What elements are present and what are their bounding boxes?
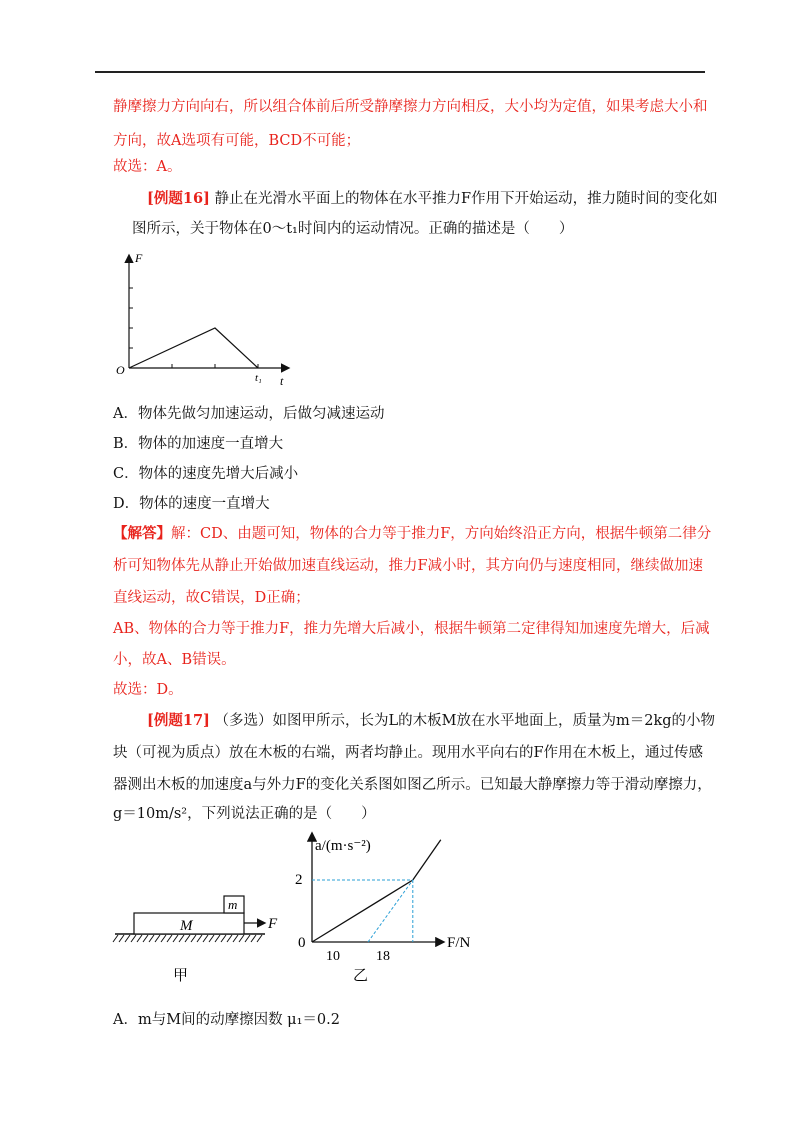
ex17-stem-line4: g＝10m/s²，下列说法正确的是（ ） — [113, 806, 376, 822]
hatch-mark — [155, 935, 160, 942]
hatch-mark — [245, 935, 250, 942]
ex16-origin: O — [116, 363, 125, 377]
hatch-mark — [143, 935, 148, 942]
hatch-mark — [173, 935, 178, 942]
ex17-y-label: a/(m·s⁻²) — [315, 838, 371, 854]
ex16-solution-text1: 解：CD、由题可知，物体的合力等于推力F，方向始终沿正方向，根据牛顿第二律分 — [171, 526, 712, 542]
ex16-graph — [110, 248, 300, 388]
hatch-mark — [197, 935, 202, 942]
ex16-option-b: B．物体的加速度一直增大 — [113, 436, 284, 452]
hatch-mark — [233, 935, 238, 942]
hatch-mark — [209, 935, 214, 942]
ex17-stem-line3: 器测出木板的加速度a与外力F的变化关系图如图乙所示。已知最大静摩擦力等于滑动摩擦力， — [113, 777, 712, 793]
ex16-solution-tag: 【解答】 — [113, 525, 171, 542]
hatch-mark — [215, 935, 220, 942]
ground-hatch — [113, 935, 262, 942]
ex16-t1-label: t₁ — [255, 372, 262, 384]
ex16-y-label: F — [135, 251, 143, 265]
prev-answer: 故选：A。 — [113, 159, 182, 175]
ex17-option-a: A．m与M间的动摩擦因数 μ₁＝0.2 — [113, 1012, 340, 1028]
force-label: F — [268, 916, 278, 932]
hatch-mark — [119, 935, 124, 942]
ex16-solution-line1 — [113, 524, 711, 544]
hatch-mark — [251, 935, 256, 942]
hatch-mark — [239, 935, 244, 942]
ex17-fig-jia — [110, 888, 300, 988]
ex17-stem-line2: 块（可视为质点）放在木板的右端，两者均静止。现用水平向右的F作用在木板上，通过传感 — [113, 745, 704, 761]
hatch-mark — [227, 935, 232, 942]
ex16-solution-line3: 直线运动，故C错误，D正确； — [113, 590, 310, 606]
ex16-stem-line1 — [147, 189, 718, 209]
ex17-stem1: （多选）如图甲所示，长为L的木板M放在水平地面上，质量为m＝2kg的小物 — [214, 713, 716, 729]
ex16-stem-line2: 图所示，关于物体在0～t₁时间内的运动情况。正确的描述是（ ） — [132, 221, 574, 237]
hatch-mark — [257, 935, 262, 942]
hatch-mark — [137, 935, 142, 942]
ex17-x-label: F/N — [447, 935, 471, 951]
ex17-marks — [312, 840, 441, 942]
ex16-answer: 故选：D。 — [113, 682, 183, 698]
ex17-ref-line — [368, 880, 413, 942]
hatch-mark — [125, 935, 130, 942]
hatch-mark — [179, 935, 184, 942]
ex16-tag: [例题16] — [147, 190, 210, 207]
ex17-stem-line1 — [147, 711, 715, 731]
ex17-tag: [例题17] — [147, 712, 210, 729]
ex16-option-d: D．物体的速度一直增大 — [113, 496, 270, 512]
hatch-mark — [203, 935, 208, 942]
ex16-ticks — [129, 288, 258, 368]
ex16-x-label: t — [280, 374, 284, 388]
ex16-option-c: C．物体的速度先增大后减小 — [113, 466, 299, 482]
ex17-y-tick: 2 — [295, 872, 303, 888]
ex16-series-line — [129, 328, 258, 368]
header-rule — [95, 71, 705, 73]
ex17-origin: 0 — [298, 935, 306, 951]
block-label: m — [228, 897, 238, 912]
board-label: M — [180, 918, 193, 934]
ex17-series-line — [312, 840, 441, 942]
prev-solution-line2: 方向，故A选项有可能，BCD不可能； — [113, 133, 361, 149]
hatch-mark — [149, 935, 154, 942]
ex16-solution-line4: AB、物体的合力等于推力F，推力先增大后减小，根据牛顿第二定律得知加速度先增大，后减 — [113, 621, 710, 637]
caption-yi: 乙 — [353, 966, 369, 984]
prev-solution-line1: 静摩擦力方向向右，所以组合体前后所受静摩擦力方向相反，大小均为定值，如果考虑大小和 — [113, 99, 708, 115]
caption-jia: 甲 — [173, 966, 189, 984]
hatch-mark — [113, 935, 118, 942]
ex16-solution-line2: 析可知物体先从静止开始做加速直线运动，推力F减小时，其方向仍与速度相同，继续做加速 — [113, 558, 704, 574]
hatch-mark — [221, 935, 226, 942]
hatch-mark — [167, 935, 172, 942]
ex16-option-a: A．物体先做匀加速运动，后做匀减速运动 — [113, 406, 385, 422]
ex17-x-tick2: 18 — [376, 949, 390, 964]
ex17-fig-yi — [285, 826, 500, 986]
ex16-solution-line5: 小，故A、B错误。 — [113, 652, 236, 668]
hatch-mark — [185, 935, 190, 942]
hatch-mark — [161, 935, 166, 942]
hatch-mark — [131, 935, 136, 942]
hatch-mark — [191, 935, 196, 942]
ex17-x-tick1: 10 — [326, 949, 340, 964]
ex16-stem1: 静止在光滑水平面上的物体在水平推力F作用下开始运动，推力随时间的变化如 — [214, 191, 718, 207]
